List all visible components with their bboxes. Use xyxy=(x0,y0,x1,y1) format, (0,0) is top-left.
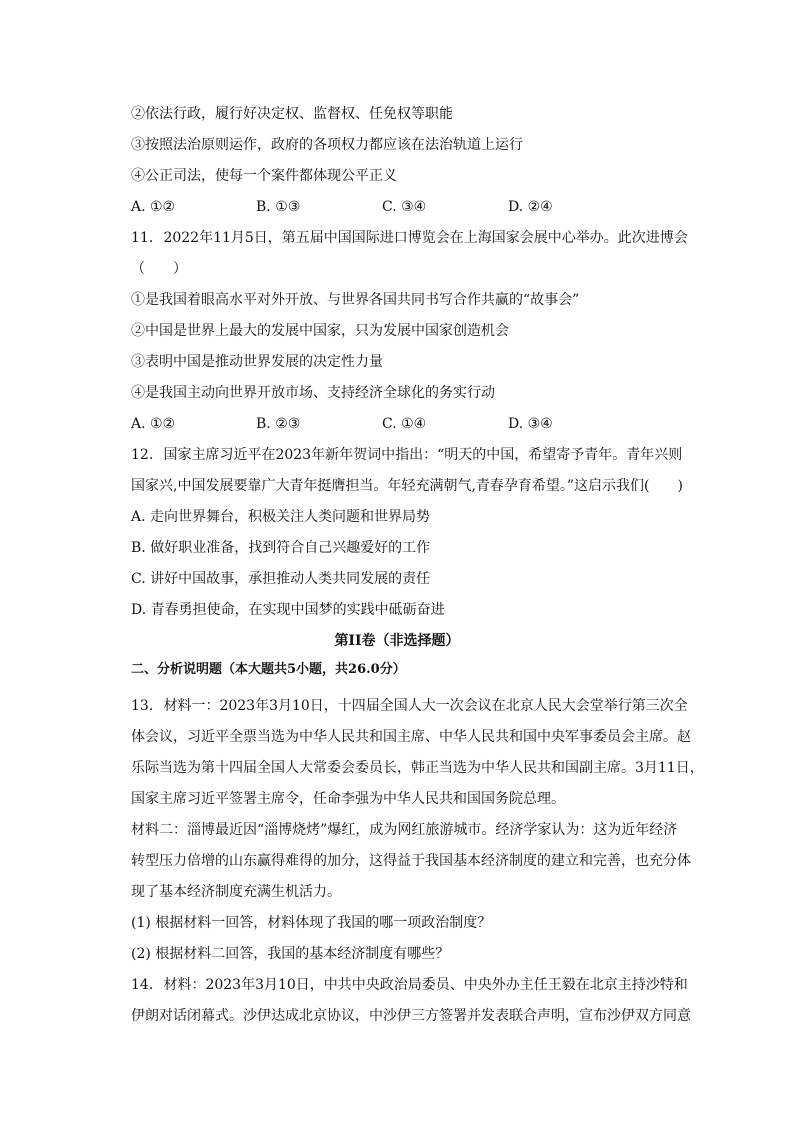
q10-options xyxy=(131,197,661,217)
q11-option-b[interactable]: B. ②③ xyxy=(256,416,301,432)
q10-option-b[interactable]: B. ①③ xyxy=(256,199,301,215)
q13-material-1-line-4: 国家主席习近平签署主席令，任命李强为中华人民共和国国务院总理。 xyxy=(131,791,565,807)
q14-text-1: 材料：2023年3月10日，中共中央政治局委员、中央外办主任王毅在北京主持沙特和 xyxy=(163,977,688,993)
part-2-title: 第II卷（非选择题） xyxy=(334,633,460,649)
q10-option-d[interactable]: D. ②④ xyxy=(508,199,553,215)
q11-options xyxy=(131,414,661,434)
q14-number: 14. xyxy=(131,977,154,993)
q12-stem-line-2: 国家兴,中国发展要靠广大青年挺膺担当。年轻充满朝气,青春孕育希望。”这启示我们( ) xyxy=(131,478,683,494)
q10-option-a[interactable]: A. ①② xyxy=(131,199,176,215)
q14-material-line-2: 伊朗对话闭幕式。沙伊达成北京协议，中沙伊三方签署并发表联合声明，宣布沙伊双方同意 xyxy=(131,1008,691,1024)
q13-material-1-line-1 xyxy=(131,696,688,716)
q12-option-d[interactable]: D. 青春勇担使命，在实现中国梦的实践中砥砺奋进 xyxy=(131,602,445,618)
q13-subquestion-1: (1) 根据材料一回答，材料体现了我国的哪一项政治制度？ xyxy=(131,915,492,931)
q10-statement-4: ④公正司法，使每一个案件都体现公平正义 xyxy=(131,168,397,184)
q13-material-2-line-2: 转型压力倍增的山东赢得难得的加分，这得益于我国基本经济制度的建立和完善，也充分体 xyxy=(131,853,691,869)
q13-number: 13. xyxy=(131,698,154,714)
q11-statement-1: ①是我国着眼高水平对外开放、与世界各国共同书写合作共赢的“故事会” xyxy=(131,292,580,308)
q11-statement-4: ④是我国主动向世界开放市场、支持经济全球化的务实行动 xyxy=(131,385,495,401)
q12-number: 12. xyxy=(131,447,154,463)
q11-statement-3: ③表明中国是推动世界发展的决定性力量 xyxy=(131,354,383,370)
q11-statement-2: ②中国是世界上最大的发展中国家，只为发展中国家创造机会 xyxy=(131,323,509,339)
q12-option-b[interactable]: B. 做好职业准备，找到符合自己兴趣爱好的工作 xyxy=(131,540,431,556)
q10-statement-2: ②依法行政，履行好决定权、监督权、任免权等职能 xyxy=(131,106,453,122)
q11-option-d[interactable]: D. ③④ xyxy=(508,416,553,432)
q12-option-c[interactable]: C. 讲好中国故事，承担推动人类共同发展的责任 xyxy=(131,571,431,587)
q10-statement-3: ③按照法治原则运作，政府的各项权力都应该在法治轨道上运行 xyxy=(131,137,523,153)
q12-stem-line-1 xyxy=(131,445,682,465)
q13-material-2-line-3: 现了基本经济制度充满生机活力。 xyxy=(131,884,341,900)
q13-material-1-line-3: 乐际当选为第十四届全国人大常委会委员长，韩正当选为中华人民共和国副主席。3月11日， xyxy=(131,760,704,776)
q13-material-2-line-1: 材料二：淄博最近因“淄博烧烤”爆红，成为网红旅游城市。经济学家认为：这为近年经济 xyxy=(131,822,678,838)
q13-subquestion-2: (2) 根据材料二回答，我国的基本经济制度有哪些？ xyxy=(131,946,450,962)
section-2-heading: 二、分析说明题（本大题共5小题，共26.0分） xyxy=(131,662,406,677)
q11-stem-text: 2022年11月5日，第五届中国国际进口博览会在上海国家会展中心举办。此次进博会 xyxy=(163,230,688,246)
q11-option-a[interactable]: A. ①② xyxy=(131,416,176,432)
q14-material-line-1 xyxy=(131,975,688,995)
q11-number: 11. xyxy=(131,230,154,246)
q12-stem-text-1: 国家主席习近平在2023年新年贺词中指出：“明天的中国，希望寄予青年。青年兴则 xyxy=(163,447,683,463)
q11-stem xyxy=(131,228,688,248)
q12-option-a[interactable]: A. 走向世界舞台，积极关注人类问题和世界局势 xyxy=(131,509,431,525)
q13-material-1-line-2: 体会议，习近平全票当选为中华人民共和国主席、中华人民共和国中央军事委员会主席。赵 xyxy=(131,729,691,745)
q11-answer-paren: （ ） xyxy=(131,261,187,277)
q11-option-c[interactable]: C. ①④ xyxy=(382,416,427,432)
q10-option-c[interactable]: C. ③④ xyxy=(382,199,427,215)
q13-m1-text-1: 材料一：2023年3月10日，十四届全国人大一次会议在北京人民大会堂举行第三次全 xyxy=(163,698,688,714)
